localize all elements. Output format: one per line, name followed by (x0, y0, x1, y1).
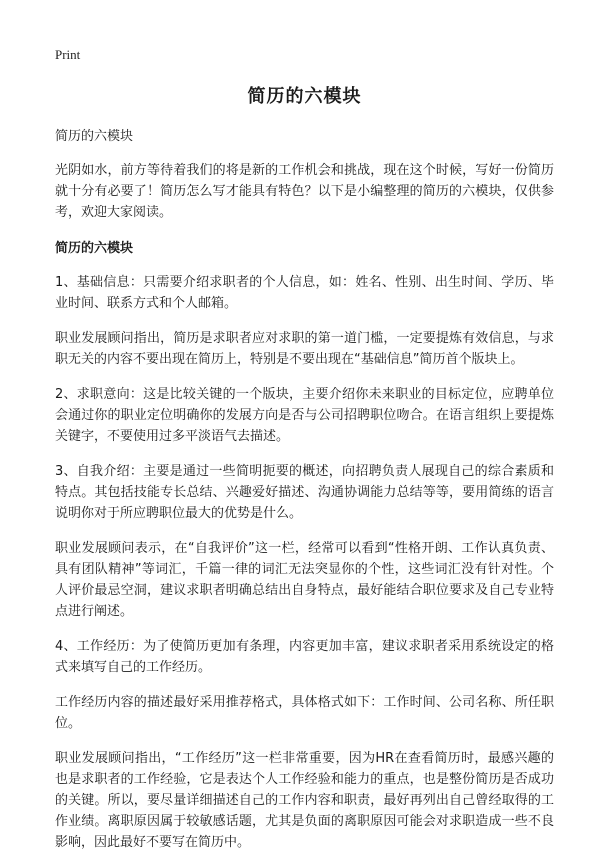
paragraph-job-intention: 2、求职意向：这是比较关键的一个版块，主要介绍你未来职业的目标定位，应聘单位会通过你的职业定位明确你的发展方向是否与公司招聘职位吻合。在语言组织上要提炼关键字，不要使用过多平淡语气去描述。 (55, 387, 554, 444)
paragraph-self-intro: 3、自我介绍：主要是通过一些简明扼要的概述，向招聘负责人展现自己的综合素质和特点。其包括技能专长总结、兴趣爱好描述、沟通协调能力总结等等，要用简练的语言说明你对于所应聘职位最大的优势是什么。 (55, 464, 554, 521)
page-title: 简历的六模块 (247, 86, 362, 107)
intro-paragraph: 光阴如水，前方等待着我们的将是新的工作机会和挑战，现在这个时候，写好一份简历就十分有必要了！简历怎么写才能具有特色？以下是小编整理的简历的六模块，仅供参考，欢迎大家阅读。 (55, 163, 554, 220)
paragraph-basic-info: 1、基础信息：只需要介绍求职者的个人信息，如：姓名、性别、出生时间、学历、毕业时间、联系方式和个人邮箱。 (55, 275, 554, 311)
paragraph-work-experience-advice: 职业发展顾问指出，“工作经历”这一栏非常重要，因为HR在查看简历时，最感兴趣的也是求职者的工作经验，它是表达个人工作经验和能力的重点，也是整份简历是否成功的关键。所以，要尽量详细描述自己的工作内容和职责，最好再列出自己曾经取得的工作业绩。离职原因属于较敏感话题，尤其是负面的离职原因可能会对求职造成一些不良影响，因此最好不要写在简历中。 (55, 751, 554, 850)
section-heading: 简历的六模块 (55, 241, 134, 256)
paragraph-work-experience: 4、工作经历：为了使简历更加有条理，内容更加丰富，建议求职者采用系统设定的格式来填写自己的工作经历。 (55, 639, 554, 675)
paragraph-work-format: 工作经历内容的描述最好采用推荐格式，具体格式如下：工作时间、公司名称、所任职位。 (55, 695, 554, 731)
article-subtitle: 简历的六模块 (55, 129, 134, 144)
paragraph-basic-info-advice: 职业发展顾问指出，简历是求职者应对求职的第一道门槛，一定要提炼有效信息，与求职无关的内容不要出现在简历上，特别是不要出现在“基础信息”简历首个版块上。 (55, 331, 554, 367)
paragraph-self-evaluation-advice: 职业发展顾问表示，在“自我评价”这一栏，经常可以看到“性格开朗、工作认真负责、具有团队精神”等词汇，千篇一律的词汇无法突显你的个性，这些词汇没有针对性。个人评价最忌空洞，建议求职者明确总结出自身特点，最好能结合职位要求及自己专业特点进行阐述。 (55, 541, 554, 619)
print-link[interactable]: Print (55, 47, 81, 62)
